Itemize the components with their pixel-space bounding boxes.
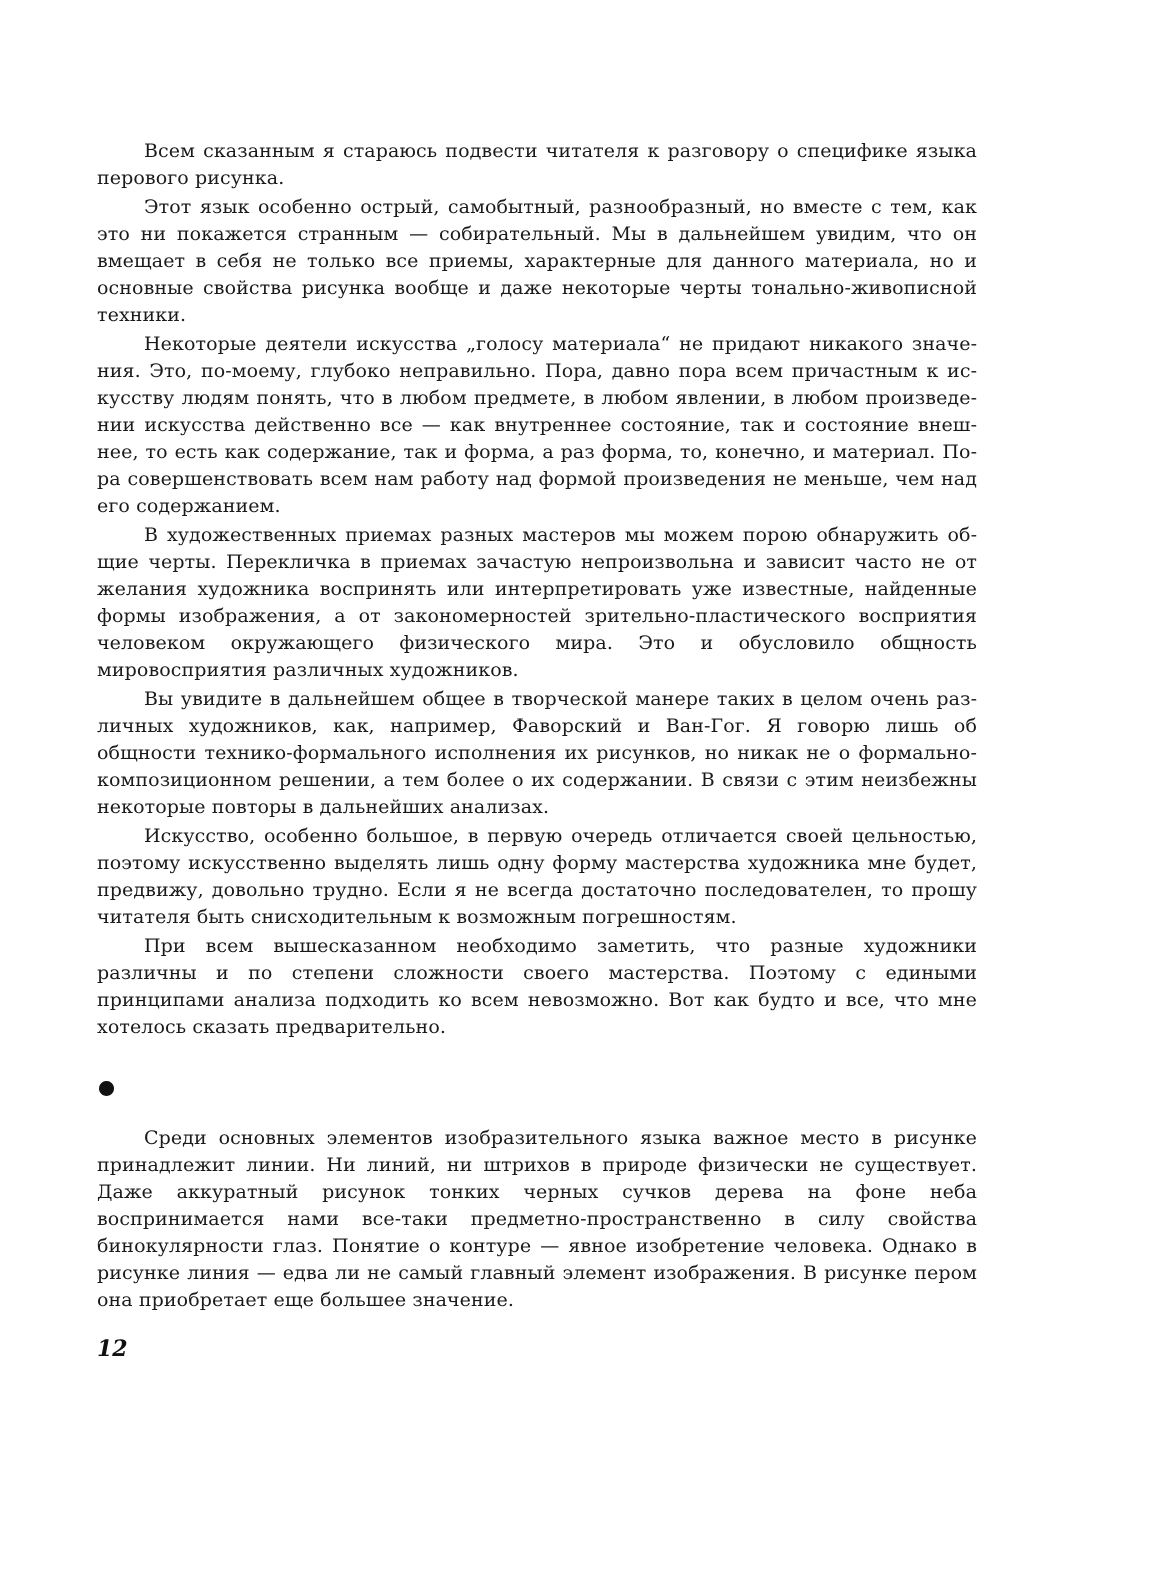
section-separator-bullet-icon — [99, 1081, 114, 1096]
second-text-section — [97, 1125, 977, 1316]
paragraph: Среди основных элементов изобразительного языка важное место в рисунке принадлежит линии. Ни линий, ни штрихов в природе физически не существует. Даже аккуратный рисунок тонких черных сучков дерева на фоне неба воспринимается нами все-таки предметно-пространственно в силу свойства бинокулярности глаз. Понятие о контуре — явное изобретение человека. Однако в рисунке линия — едва ли не самый главный элемент изображения. В рисунке пером она приобретает еще большее значение. — [97, 1127, 977, 1311]
paragraph: Этот язык особенно острый, самобытный, разнообразный, но вместе с тем, как это ни покажется странным — собирательный. Мы в дальнейшем увидим, что он вмещает в себя не только все приемы, характерные для данного материала, но и основные свойства рисунка вообще и даже некоторые черты тонально-живописной техники. — [97, 196, 977, 326]
paragraph: При всем вышесказанном необходимо заметить, что разные художники различны и по степени сложности своего мастерства. Поэтому с едиными принципами анализа подходить ко всем невозможно. Вот как будто и все, что мне хотелось сказать предварительно. — [97, 935, 977, 1038]
main-text-section — [97, 138, 977, 1043]
paragraph: Вы увидите в дальнейшем общее в творческой манере таких в целом очень различных художников, как, например, Фаворский и Ван-Гог. Я говорю лишь об общности технико-формального исполнения их рисунков, но никак не о формально-композиционном решении, а тем более о их содержании. В связи с этим неизбежны некоторые повторы в дальнейших анализах. — [97, 688, 977, 818]
page-number: 12 — [97, 1336, 128, 1362]
paragraph: Некоторые деятели искусства „голосу материала“ не придают никакого значения. Это, по-моему, глубоко неправильно. Пора, давно пора всем причастным к искусству людям понять, что в любом предмете, в любом явлении, в любом произведении искусства действенно все — как внутреннее состояние, так и состояние внешнее, то есть как содержание, так и форма, а раз форма, то, конечно, и материал. Пора совершенствовать всем нам работу над формой произведения не меньше, чем над его содержанием. — [97, 333, 977, 517]
paragraph: В художественных приемах разных мастеров мы можем порою обнаружить общие черты. Перекличка в приемах зачастую непроизвольна и зависит часто не от желания художника воспринять или интерпретировать уже известные, найденные формы изображения, а от закономерностей зрительно-пластического восприятия человеком окружающего физического мира. Это и обусловило общность мировосприятия различных художников. — [97, 524, 977, 681]
paragraph: Искусство, особенно большое, в первую очередь отличается своей цельностью, поэтому искусственно выделять лишь одну форму мастерства художника мне будет, предвижу, довольно трудно. Если я не всегда достаточно последователен, то прошу читателя быть снисходительным к возможным погрешностям. — [97, 825, 977, 928]
paragraph: Всем сказанным я стараюсь подвести читателя к разговору о специфике языка перового рисунка. — [97, 140, 977, 189]
